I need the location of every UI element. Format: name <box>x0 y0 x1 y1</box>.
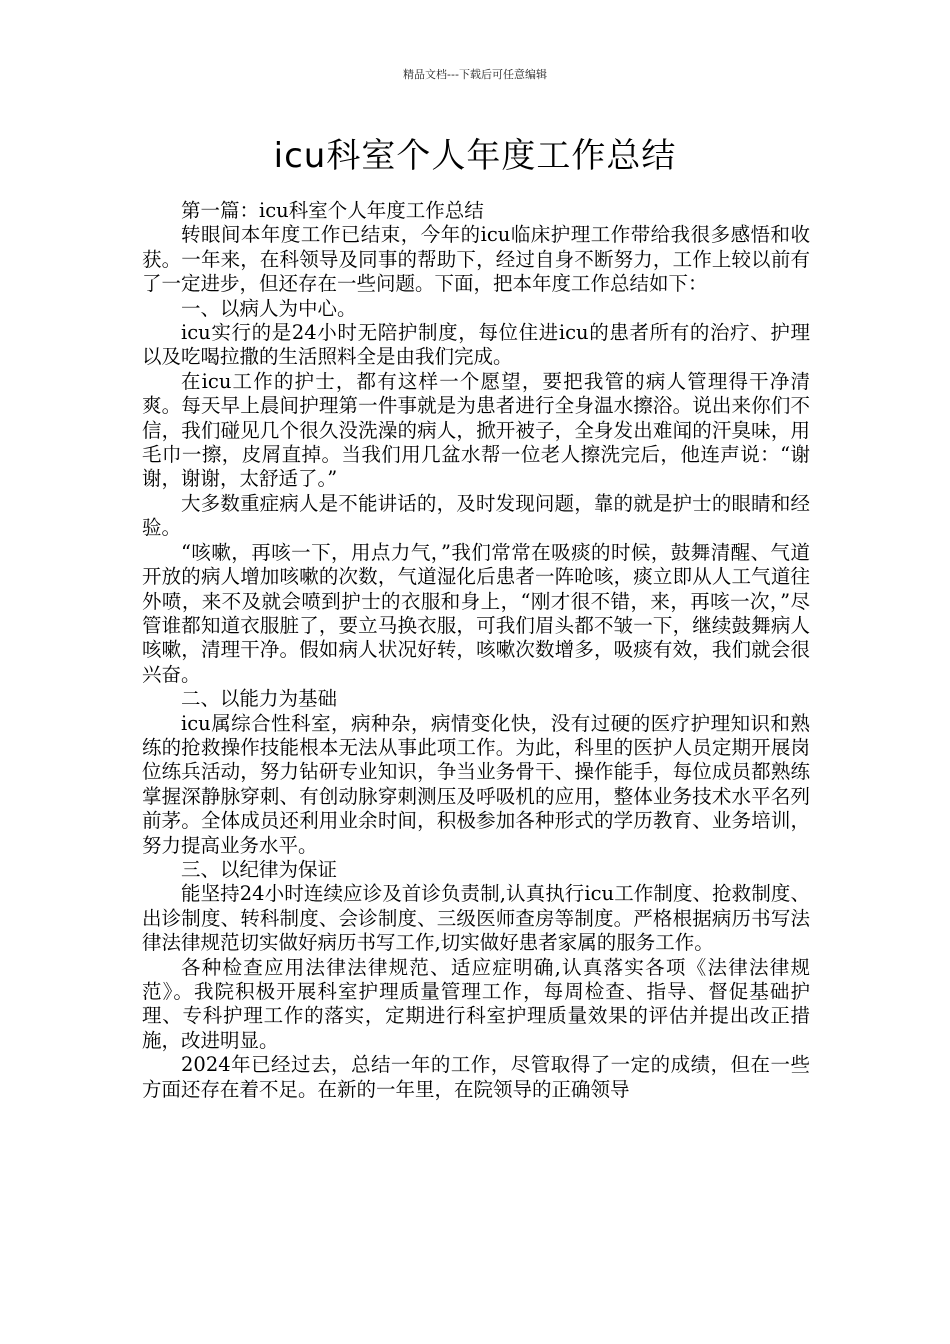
paragraph: 大多数重症病人是不能讲话的，及时发现问题，靠的就是护士的眼睛和经验。 <box>142 491 810 540</box>
paragraph: 在icu工作的护士，都有这样一个愿望，要把我管的病人管理得干净清爽。每天早上晨间护理第一件事就是为患者进行全身温水擦浴。说出来你们不信，我们碰见几个很久没洗澡的病人，掀开被子，全身发出难闻的汗臭味，用毛巾一擦，皮屑直掉。当我们用几盆水帮一位老人擦洗完后，他连声说：“谢谢，谢谢，太舒适了。” <box>142 369 810 491</box>
paragraph: 各种检查应用法律法律规范、适应症明确,认真落实各项《法律法律规范》。我院积极开展科室护理质量管理工作，每周检查、指导、督促基础护理、专科护理工作的落实，定期进行科室护理质量效果的评估并提出改正措施，改进明显。 <box>142 955 810 1052</box>
paragraph-subtitle: 第一篇：icu科室个人年度工作总结 <box>181 199 484 222</box>
paragraph: 2024年已经过去，总结一年的工作，尽管取得了一定的成绩，但在一些方面还存在着不足。在新的一年里，在院领导的正确领导 <box>142 1053 810 1101</box>
paragraph: icu实行的是24小时无陪护制度，每位住进icu的患者所有的治疗、护理以及吃喝拉撒的生活照料全是由我们完成。 <box>142 321 810 369</box>
header-note: 精品文档---下载后可任意编辑 <box>403 68 547 81</box>
section-heading: 一、以病人为中心。 <box>181 296 357 320</box>
document-body <box>142 199 810 1102</box>
paragraph: 能坚持24小时连续应诊及首诊负责制,认真执行icu工作制度、抢救制度、出诊制度、转科制度、会诊制度、三级医师查房等制度。严格根据病历书写法律法律规范切实做好病历书写工作,切实做好患者家属的服务工作。 <box>142 882 810 955</box>
paragraph: “咳嗽，再咳一下，用点力气，”我们常常在吸痰的时候，鼓舞清醒、气道开放的病人增加咳嗽的次数，气道湿化后患者一阵呛咳，痰立即从人工气道往外喷，来不及就会喷到护士的衣服和身上，“刚才很不错，来，再咳一次，”尽管谁都知道衣服脏了，要立马换衣服，可我们眉头都不皱一下，继续鼓舞病人咳嗽，清理干净。假如病人状况好转，咳嗽次数增多，吸痰有效，我们就会很兴奋。 <box>142 540 810 686</box>
paragraph: 转眼间本年度工作已结束，今年的icu临床护理工作带给我很多感悟和收获。一年来，在科领导及同事的帮助下，经过自身不断努力，工作上较以前有了一定进步，但还存在一些问题。下面，把本年度工作总结如下： <box>142 223 810 296</box>
section-heading: 三、以纪律为保证 <box>181 857 338 881</box>
paragraph: icu属综合性科室，病种杂，病情变化快，没有过硬的医疗护理知识和熟练的抢救操作技能根本无法从事此项工作。为此，科里的医护人员定期开展岗位练兵活动，努力钻研专业知识，争当业务骨干、操作能手，每位成员都熟练掌握深静脉穿刺、有创动脉穿刺测压及呼吸机的应用，整体业务技术水平名列前茅。全体成员还利用业余时间，积极参加各种形式的学历教育、业务培训，努力提高业务水平。 <box>142 711 810 857</box>
document-title: icu科室个人年度工作总结 <box>273 136 677 176</box>
section-heading: 二、以能力为基础 <box>181 687 338 711</box>
